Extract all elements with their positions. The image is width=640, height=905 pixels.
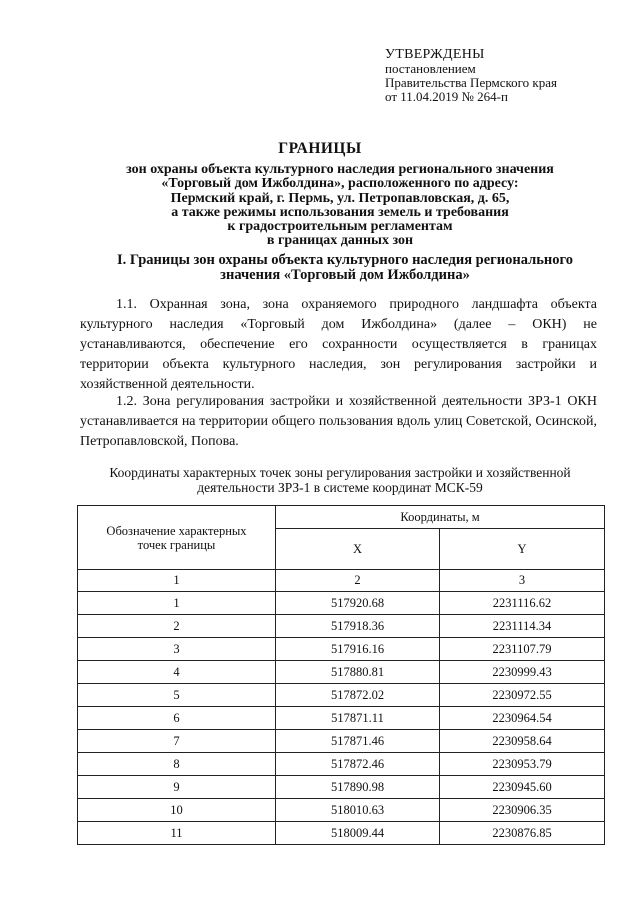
x-header: X: [276, 529, 440, 570]
table-row: [78, 753, 605, 776]
section-heading: [80, 253, 610, 283]
table-row: [78, 822, 605, 845]
y-cell: 2231107.79: [440, 638, 605, 661]
y-cell: 2230876.85: [440, 822, 605, 845]
table-row: [78, 684, 605, 707]
paragraph-1-2: 1.2. Зона регулирования застройки и хозяйственной деятельности ЗРЗ-1 ОКН устанавливается на территории общего пользования вдоль улиц Советской, Осинской, Петропавловской, Попова.: [80, 394, 597, 449]
table-caption-line: Координаты характерных точек зоны регулирования застройки и хозяйственной: [109, 465, 571, 480]
y-cell: 2230964.54: [440, 707, 605, 730]
table-row: [78, 730, 605, 753]
y-cell: 2230958.64: [440, 730, 605, 753]
point-header: [78, 506, 276, 570]
column-number-row: [78, 570, 605, 592]
point-cell: 8: [78, 753, 276, 776]
column-number: 1: [78, 570, 276, 592]
x-cell: 517918.36: [276, 615, 440, 638]
table-row: [78, 799, 605, 822]
x-cell: 517871.11: [276, 707, 440, 730]
subtitle-line: к градостроительным регламентам: [227, 219, 453, 235]
x-cell: 518010.63: [276, 799, 440, 822]
document-title: ГРАНИЦЫ: [278, 140, 362, 157]
point-cell: 1: [78, 592, 276, 615]
point-cell: 4: [78, 661, 276, 684]
x-cell: 518009.44: [276, 822, 440, 845]
table-row: [78, 638, 605, 661]
point-cell: 11: [78, 822, 276, 845]
coordinates-table: [77, 505, 605, 845]
x-cell: 517920.68: [276, 592, 440, 615]
point-cell: 10: [78, 799, 276, 822]
point-cell: 5: [78, 684, 276, 707]
point-cell: 9: [78, 776, 276, 799]
y-header: Y: [440, 529, 605, 570]
column-number: 2: [276, 570, 440, 592]
point-cell: 3: [78, 638, 276, 661]
subtitle-line: а также режимы использования земель и требования: [171, 204, 509, 220]
y-cell: 2230972.55: [440, 684, 605, 707]
point-header-line: Обозначение характерных: [106, 523, 247, 538]
x-cell: 517872.46: [276, 753, 440, 776]
y-cell: 2230906.35: [440, 799, 605, 822]
point-cell: 6: [78, 707, 276, 730]
approval-heading: УТВЕРЖДЕНЫ: [385, 47, 485, 62]
table-row: [78, 707, 605, 730]
section-heading-line: значения «Торговый дом Ижболдина»: [220, 267, 470, 283]
subtitle-line: в границах данных зон: [266, 233, 414, 249]
approval-block: [385, 48, 625, 104]
table-caption: [75, 466, 605, 495]
coords-header: Координаты, м: [276, 506, 605, 529]
x-cell: 517890.98: [276, 776, 440, 799]
x-cell: 517872.02: [276, 684, 440, 707]
point-cell: 2: [78, 615, 276, 638]
x-cell: 517916.16: [276, 638, 440, 661]
subtitle-line: зон охраны объекта культурного наследия регионального значения: [126, 162, 554, 177]
document-subtitle: [70, 163, 610, 249]
approval-line: постановлением: [385, 61, 476, 76]
section-heading-line: I. Границы зон охраны объекта культурного наследия регионального: [117, 252, 573, 268]
approval-line: от 11.04.2019 № 264-п: [385, 89, 508, 104]
table-row: [78, 592, 605, 615]
paragraph-1-1: 1.1. Охранная зона, зона охраняемого природного ландшафта объекта культурного наследия «Торговый дом Ижболдина» (далее – ОКН) не устанавливаются, обеспечение его сохранности осуществляется в границах территории объекта культурного наследия, зон регулирования застройки и хозяйственной деятельности.: [80, 297, 597, 392]
column-number: 3: [440, 570, 605, 592]
x-cell: 517880.81: [276, 661, 440, 684]
y-cell: 2230999.43: [440, 661, 605, 684]
y-cell: 2230945.60: [440, 776, 605, 799]
y-cell: 2231116.62: [440, 592, 605, 615]
y-cell: 2230953.79: [440, 753, 605, 776]
table-row: [78, 661, 605, 684]
table-caption-line: деятельности ЗРЗ-1 в системе координат МСК-59: [197, 479, 483, 495]
approval-line: Правительства Пермского края: [385, 75, 557, 90]
table-row: [78, 615, 605, 638]
point-cell: 7: [78, 730, 276, 753]
point-header-line: точек границы: [137, 537, 216, 552]
y-cell: 2231114.34: [440, 615, 605, 638]
table-row: [78, 776, 605, 799]
subtitle-line: Пермский край, г. Пермь, ул. Петропавловская, д. 65,: [170, 190, 510, 206]
x-cell: 517871.46: [276, 730, 440, 753]
subtitle-line: «Торговый дом Ижболдина», расположенного по адресу:: [161, 176, 519, 192]
